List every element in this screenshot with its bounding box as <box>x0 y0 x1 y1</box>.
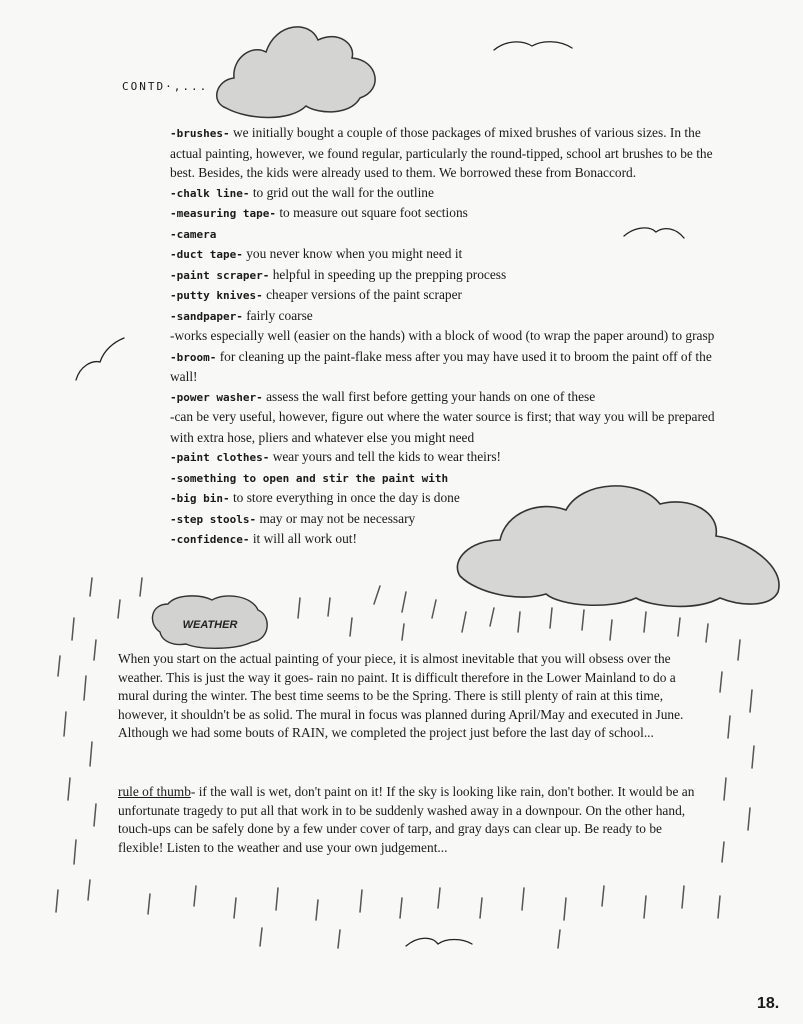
cloud-top-icon <box>217 27 375 118</box>
weather-paragraph: When you start on the actual painting of your piece, it is almost inevitable that you will obsess over the weather. This is just the way it goes- rain no paint. It is difficult therefore in the Lower Mainland to do a mural during the winter. The best time seems to be the Spring. There is still plenty of rain at this time, however, it shouldn't be as solid. The mural in focus was planned during April/May and executed in June. Although we had some bouts of RAIN, we completed the project just before the last day of school... <box>118 651 684 740</box>
list-item: -broom- for cleaning up the paint-flake mess after you may have used it to broom the paint off of the wall! <box>170 348 712 384</box>
list-item: -brushes- we initially bought a couple of those packages of mixed brushes of various sizes. In the actual painting, however, we found regular, particularly the round-tipped, school art brushes to be the best. Besides, the kids were already used to them. We borrowed these from Bonaccord. <box>170 125 713 180</box>
rule-of-thumb-term: rule of thumb <box>118 784 191 799</box>
list-item: -chalk line- to grid out the wall for the outline <box>170 184 434 200</box>
weather-heading: WEATHER <box>182 619 238 631</box>
list-item: -paint clothes- wear yours and tell the kids to wear theirs! <box>170 449 502 464</box>
list-item: -can be very useful, however, figure out where the water source is first; that way you will be prepared with extra hose, pliers and whatever else you might need <box>170 409 715 445</box>
list-item: -step stools- may or may not be necessary <box>170 510 416 526</box>
list-item: -measuring tape- to measure out square foot sections <box>170 205 468 220</box>
list-item: -sandpaper- fairly coarse <box>170 307 313 323</box>
list-item: -paint scraper- helpful in speeding up the prepping process <box>170 266 507 282</box>
page-number: 18. <box>757 995 780 1012</box>
list-item: -camera <box>170 227 217 241</box>
list-item: -confidence- it will all work out! <box>170 531 357 546</box>
list-item: -works especially well (easier on the hands) with a block of wood (to wrap the paper around) to grasp <box>170 328 715 343</box>
list-item: -putty knives- cheaper versions of the paint scraper <box>170 287 463 302</box>
rule-of-thumb-paragraph: rule of thumb- if the wall is wet, don't paint on it! If the sky is looking like rain, don't bother. It would be an unfortunate tragedy to put all that work in to be suddenly washed away in a downpour. On the other hand, touch-ups can be safely done by a few under cover of tarp, and gray days can clear up. Be ready to be flexible! Listen to the weather and use your own judgement... <box>118 784 695 855</box>
equipment-list <box>170 123 715 550</box>
continued-heading: CONTD·,... <box>122 80 209 93</box>
list-item: -something to open and stir the paint with <box>170 471 449 485</box>
list-item: -duct tape- you never know when you might need it <box>170 246 463 261</box>
list-item: -power washer- assess the wall first before getting your hands on one of these <box>170 388 596 404</box>
list-item: -big bin- to store everything in once the day is done <box>170 490 460 505</box>
